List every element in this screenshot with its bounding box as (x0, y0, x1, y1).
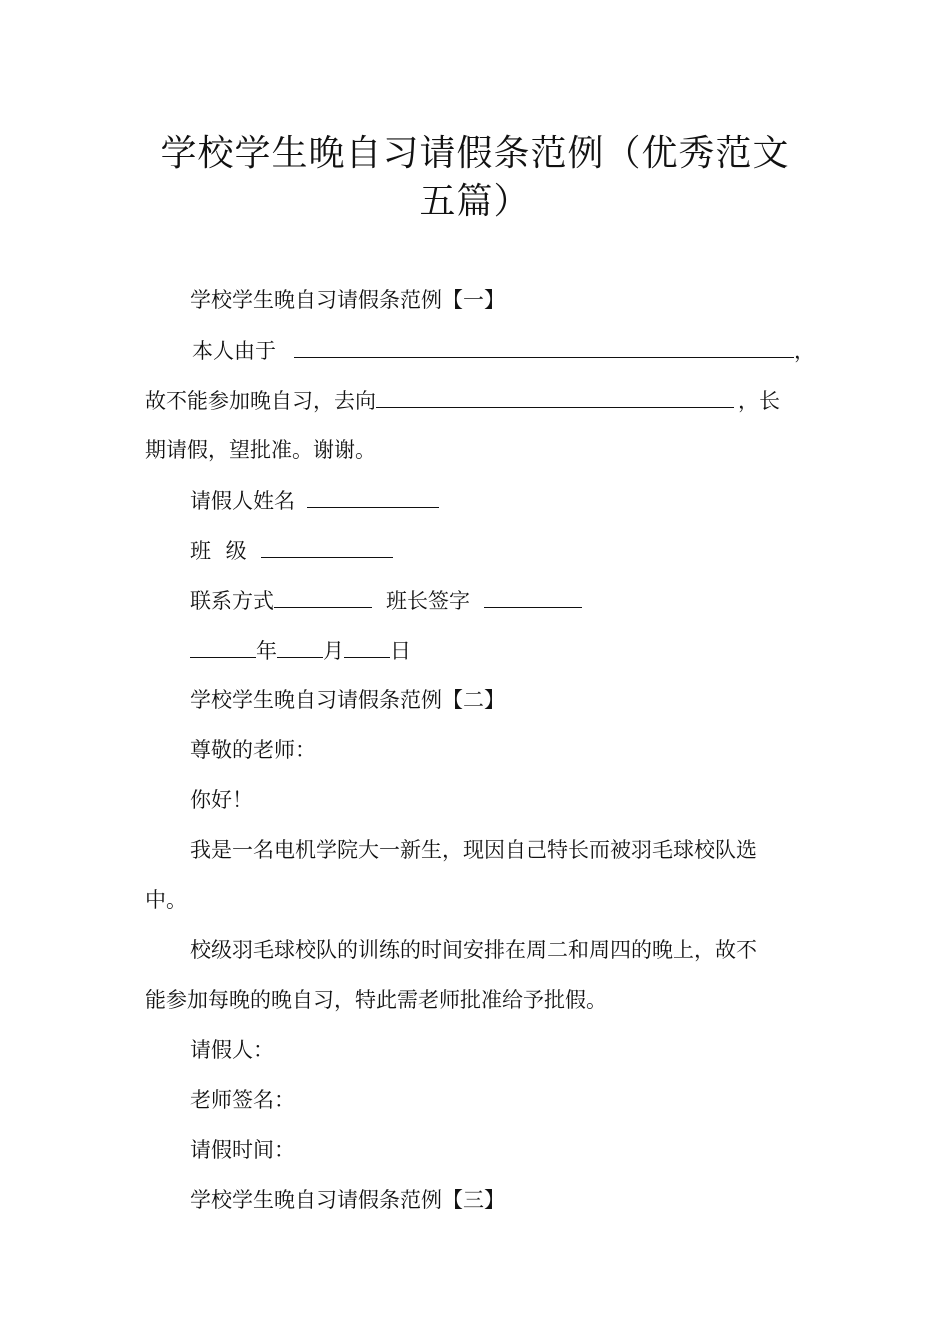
applicant-label: 请假人： (190, 1038, 274, 1062)
long-term-leave-line: 期请假，望批准。谢谢。 (145, 438, 376, 462)
year-label: 年 (256, 639, 277, 663)
applicant-name-label: 请假人姓名 (190, 489, 295, 513)
sample1-heading: 学校学生晚自习请假条范例【一】 (190, 288, 505, 312)
salutation: 尊敬的老师： (190, 738, 316, 762)
monitor-sign-label: 班长签字 (386, 589, 470, 613)
day-blank (344, 635, 390, 658)
reason-suffix: ， (794, 339, 815, 363)
month-blank (277, 635, 323, 658)
year-blank (190, 635, 256, 658)
teacher-signature-label: 老师签名： (190, 1088, 295, 1112)
applicant-name-blank (307, 485, 439, 508)
document-title-line-1: 学校学生晚自习请假条范例（优秀范文 (160, 133, 790, 174)
month-label: 月 (323, 639, 344, 663)
paragraph2-line1: 校级羽毛球校队的训练的时间安排在周二和周四的晚上，故不 (190, 938, 757, 962)
destination-blank (376, 385, 734, 408)
document-title-line-2: 五篇） (419, 181, 531, 222)
class-blank (261, 535, 393, 558)
day-label: 日 (390, 639, 411, 663)
contact-label: 联系方式 (190, 589, 274, 613)
paragraph1-line2: 中。 (145, 888, 187, 912)
destination-line (145, 385, 815, 416)
monitor-sign-blank (484, 585, 582, 608)
destination-prefix: 故不能参加晚自习，去向 (145, 389, 376, 413)
paragraph2-line2: 能参加每晚的晚自习，特此需老师批准给予批假。 (145, 988, 607, 1012)
paragraph1-line1: 我是一名电机学院大一新生，现因自己特长而被羽毛球校队选 (190, 838, 757, 862)
destination-suffix: ，长 (738, 389, 780, 413)
sample3-heading: 学校学生晚自习请假条范例【三】 (190, 1188, 505, 1212)
date-row (190, 635, 860, 666)
applicant-name-row (190, 485, 860, 516)
reason-prefix: 本人由于 (192, 339, 276, 363)
reason-line (192, 335, 822, 366)
greeting: 你好！ (190, 788, 253, 812)
class-row (190, 535, 860, 566)
class-label: 班 级 (190, 539, 251, 563)
leave-time-label: 请假时间： (190, 1138, 295, 1162)
contact-blank (274, 585, 372, 608)
reason-blank (294, 335, 794, 358)
contact-row (190, 585, 860, 616)
sample2-heading: 学校学生晚自习请假条范例【二】 (190, 688, 505, 712)
